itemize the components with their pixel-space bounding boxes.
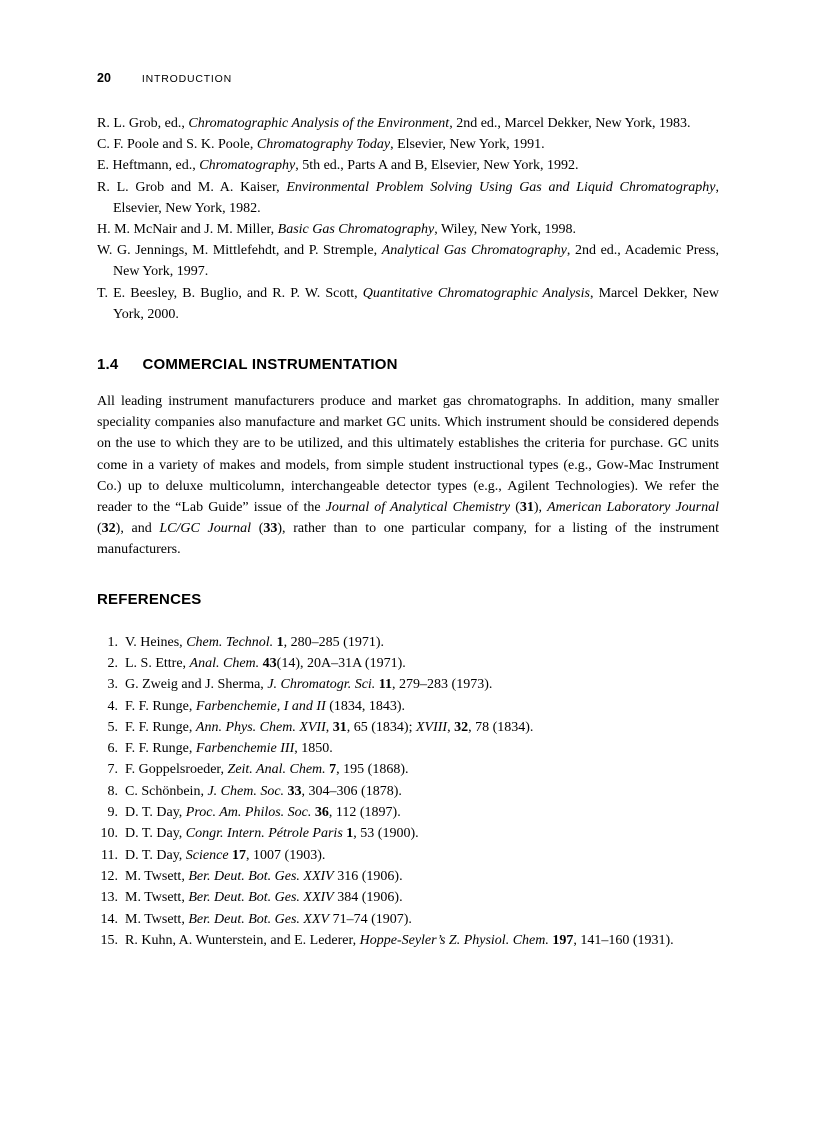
section-title: COMMERCIAL INSTRUMENTATION xyxy=(142,356,398,374)
reference-item: 1. V. Heines, Chem. Technol. 1, 280–285 (1971). xyxy=(97,632,719,653)
reference-item: 11. D. T. Day, Science 17, 1007 (1903). xyxy=(97,845,719,866)
reference-number: 1. xyxy=(107,634,118,650)
reference-number: 12. xyxy=(100,868,118,884)
reference-item: 5. F. F. Runge, Ann. Phys. Chem. XVII, 31, 65 (1834); XVIII, 32, 78 (1834). xyxy=(97,717,719,738)
reference-number: 2. xyxy=(107,655,118,671)
reference-item: 2. L. S. Ettre, Anal. Chem. 43(14), 20A–31A (1971). xyxy=(97,653,719,674)
reference-number: 6. xyxy=(107,741,118,757)
bibliography-entry: R. L. Grob, ed., Chromatographic Analysis of the Environment, 2nd ed., Marcel Dekker, New York, 1983. xyxy=(97,116,691,131)
bibliography-list xyxy=(97,113,719,325)
reference-item: 13. M. Twsett, Ber. Deut. Bot. Ges. XXIV 384 (1906). xyxy=(97,887,719,908)
reference-item: 6. F. F. Runge, Farbenchemie III, 1850. xyxy=(97,738,719,759)
reference-number: 7. xyxy=(107,762,118,778)
reference-item: 9. D. T. Day, Proc. Am. Philos. Soc. 36, 112 (1897). xyxy=(97,802,719,823)
reference-number: 8. xyxy=(107,783,118,799)
bibliography-entry: H. M. McNair and J. M. Miller, Basic Gas Chromatography, Wiley, New York, 1998. xyxy=(97,222,577,238)
reference-number: 3. xyxy=(107,677,118,693)
reference-number: 10. xyxy=(100,826,118,842)
reference-item: 10. D. T. Day, Congr. Intern. Pétrole Paris 1, 53 (1900). xyxy=(97,823,719,844)
references-heading: REFERENCES xyxy=(97,590,202,608)
reference-item: 3. G. Zweig and J. Sherma, J. Chromatogr. Sci. 11, 279–283 (1973). xyxy=(97,674,719,695)
bibliography-entry: W. G. Jennings, M. Mittlefehdt, and P. Stremple, Analytical Gas Chromatography, 2nd ed., Academic Press, New York, 1997. xyxy=(97,243,720,280)
reference-item: 15. R. Kuhn, A. Wunterstein, and E. Lederer, Hoppe-Seyler’s Z. Physiol. Chem. 197, 141–160 (1931). xyxy=(97,930,719,951)
running-header xyxy=(97,71,719,86)
reference-number: 9. xyxy=(107,805,118,821)
bibliography-entry: R. L. Grob and M. A. Kaiser, Environmental Problem Solving Using Gas and Liquid Chromatography, Elsevier, New York, 1982. xyxy=(97,179,719,216)
page-number: 20 xyxy=(97,71,111,85)
section-paragraph: All leading instrument manufacturers produce and market gas chromatographs. In addition, many smaller speciality companies also manufacture and market GC units. Which instrument should be considered depends on the use to which they are to be utilized, and this ultimately establishes the criteria for purchase. GC units come in a variety of makes and models, from simple student instructional types (e.g., Gow-Mac Instrument Co.) up to deluxe multicolumn, interchangeable detector types (e.g., Agilent Technologies). We refer the reader to the “Lab Guide” issue of the Journal of Analytical Chemistry (31), American Laboratory Journal (32), and LC/GC Journal (33), rather than to one particular company, for a listing of the instrument manufacturers. xyxy=(97,394,720,558)
reference-item: 4. F. F. Runge, Farbenchemie, I and II (1834, 1843). xyxy=(97,696,719,717)
bibliography-entry: E. Heftmann, ed., Chromatography, 5th ed., Parts A and B, Elsevier, New York, 1992. xyxy=(97,158,579,174)
bibliography-entry: T. E. Beesley, B. Buglio, and R. P. W. Scott, Quantitative Chromatographic Analysis, Marcel Dekker, New York, 2000. xyxy=(97,285,720,322)
section-number: 1.4 xyxy=(97,356,119,374)
reference-number: 15. xyxy=(100,932,118,948)
reference-number: 5. xyxy=(107,719,118,735)
references-list xyxy=(97,632,719,951)
bibliography-entry: C. F. Poole and S. K. Poole, Chromatography Today, Elsevier, New York, 1991. xyxy=(97,137,545,153)
reference-item: 14. M. Twsett, Ber. Deut. Bot. Ges. XXV 71–74 (1907). xyxy=(97,909,719,930)
running-head-title: INTRODUCTION xyxy=(141,73,232,85)
reference-item: 12. M. Twsett, Ber. Deut. Bot. Ges. XXIV 316 (1906). xyxy=(97,866,719,887)
reference-number: 11. xyxy=(101,847,118,863)
reference-item: 7. F. Goppelsroeder, Zeit. Anal. Chem. 7, 195 (1868). xyxy=(97,759,719,780)
reference-item: 8. C. Schönbein, J. Chem. Soc. 33, 304–306 (1878). xyxy=(97,781,719,802)
reference-number: 13. xyxy=(100,890,118,906)
reference-number: 14. xyxy=(100,911,118,927)
reference-number: 4. xyxy=(107,698,118,714)
section-heading xyxy=(97,356,719,374)
